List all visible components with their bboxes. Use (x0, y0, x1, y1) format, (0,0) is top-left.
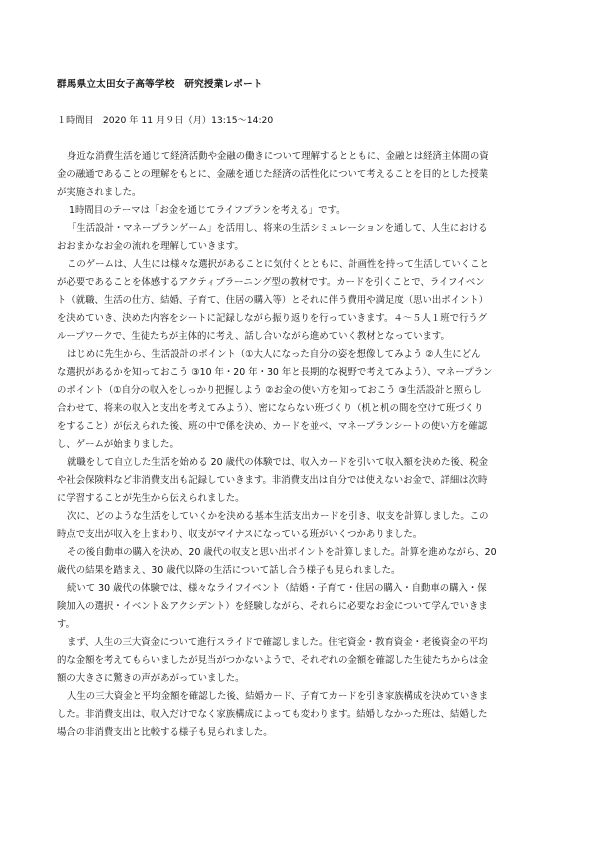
paragraph-line: が必要であることを体感するアクティブラーニング型の教材です。カードを引くことで、ライフイベン (57, 277, 485, 288)
paragraph-line: 金の融通であることの理解をもとに、金融を通じた経済の活性化について考えることを目的とした授業 (57, 169, 489, 180)
paragraph-line: な選択があるかを知っておこう ③10 年・20 年・30 年と長期的な視野で考えてみよう）、マネープラン (57, 367, 493, 378)
paragraph-line: ト（就職、生活の仕方、結婚、子育て、住居の購入等）とそれに伴う費用や満足度（思い出ポイント） (57, 295, 489, 306)
paragraph-line: 就職をして自立した生活を始める 20 歳代の体験では、収入カードを引いて収入額を決めた後、税金 (67, 457, 489, 468)
paragraph-line: ループワークで、生徒たちが主体的に考え、話し合いながら進めていく教材となっています。 (57, 331, 450, 342)
paragraph-line: を決めていき、決めた内容をシートに記録しながら振り返りを行っていきます。４～５人１班で行うグ (57, 313, 488, 324)
report-body (57, 148, 543, 742)
paragraph-line: はじめに先生から、生活設計のポイント（①大人になった自分の姿を想像してみよう ②人生にどん (67, 349, 481, 360)
paragraph-line: 歳代の結果を踏まえ、30 歳代以降の生活について話し合う様子も見られました。 (57, 565, 401, 576)
paragraph-line: 身近な消費生活を通じて経済活動や金融の働きについて理解するとともに、金融とは経済主体間の資 (67, 151, 489, 162)
paragraph-line: このゲームは、人生には様々な選択があることに気付くとともに、計画性を持って生活していくこと (67, 259, 489, 270)
paragraph-line: 険加入の選択・イベント＆アクシデント）を経験しながら、それらに必要なお金について学んでいきま (57, 601, 488, 612)
paragraph-line: に学習することが先生から伝えられました。 (57, 493, 245, 504)
report-title: 群馬県立太田女子高等学校 研究授業レポート (57, 79, 263, 90)
paragraph-line: 次に、どのような生活をしていくかを決める基本生活支出カードを引き、収支を計算しました。この (67, 511, 489, 522)
paragraph-line: が実施されました。 (57, 187, 142, 198)
paragraph-line: をすること）が伝えられた後、班の中で係を決め、カードを並べ、マネープランシートの使い方を確認 (57, 421, 488, 432)
paragraph-line: す。 (57, 619, 75, 630)
paragraph-line: 時点で支出が収入を上まわり、収支がマイナスになっている班がいくつかありました。 (57, 529, 423, 540)
paragraph-line: 額の大きさに驚きの声があがっていました。 (57, 673, 245, 684)
paragraph-line: 人生の三大資金と平均金額を確認した後、結婚カード、子育てカードを引き家族構成を決めていきま (67, 691, 489, 702)
paragraph-line: 合わせて、将来の収入と支出を考えてみよう）、密にならない班づくり（机と机の間を空けて班づくり (57, 403, 484, 414)
paragraph-line: や社会保険料など非消費支出も記録していきます。非消費支出は自分では使えないお金で、詳細は次時 (57, 475, 488, 486)
paragraph-line: し、ゲームが始まりました。 (57, 439, 179, 450)
paragraph-line: おおまかなお金の流れを理解していきます。 (57, 241, 244, 252)
paragraph-line: のポイント（①自分の収入をしっかり把握しよう ②お金の使い方を知っておこう ③生活設計と照らし (57, 385, 482, 396)
paragraph-line: 続いて 30 歳代の体験では、様々なライフイベント（結婚・子育て・住居の購入・自動車の購入・保 (67, 583, 487, 594)
paragraph-line: まず、人生の三大資金について進行スライドで確認しました。住宅資金・教育資金・老後資金の平均 (67, 637, 488, 648)
paragraph-line: した。非消費支出は、収入だけでなく家族構成によっても変わります。結婚しなかった班は、結婚した (57, 709, 488, 720)
session-info: １時間目 2020 年 11 月９日（月）13:15～14:20 (57, 115, 274, 126)
paragraph-line: その後自動車の購入を決め、20 歳代の収支と思い出ポイントを計算しました。計算を進めながら、20 (67, 547, 497, 558)
paragraph-line: 1時間目のテーマは「お金を通じてライフプランを考える」です。 (69, 205, 346, 216)
paragraph-line: 場合の非消費支出と比較する様子も見られました。 (57, 727, 273, 738)
paragraph-line: 的な金額を考えてもらいましたが見当がつかないようで、それぞれの金額を確認した生徒たちからは金 (57, 655, 489, 666)
paragraph-line: 「生活設計・マネープランゲーム」を活用し、将来の生活シミュレーションを通して、人生における (67, 223, 488, 234)
